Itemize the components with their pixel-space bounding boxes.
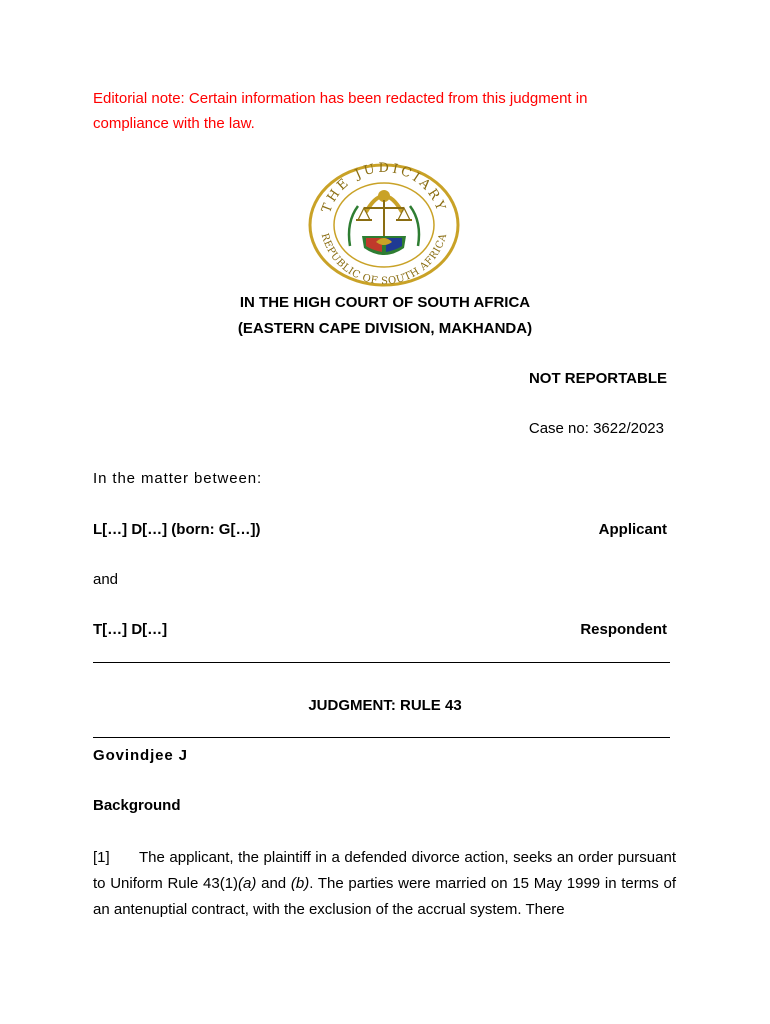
paragraph-text: . The parties were married on 15 May 1999 in terms of an antenuptial contract, with the exclusion of the accrual system. There (93, 875, 676, 918)
divider-line (93, 737, 670, 738)
editorial-note: Editorial note: Certain information has been redacted from this judgment in compliance with the law. (93, 90, 588, 132)
judiciary-seal-logo (306, 162, 462, 288)
paragraph-text: and (256, 875, 291, 892)
judge-name: Govindjee J (93, 747, 188, 764)
case-number: Case no: 3622/2023 (528, 420, 664, 437)
matter-between: In the matter between: (93, 470, 263, 487)
paragraph-italic: (b) (290, 875, 310, 892)
respondent-name: T[…] D[…] (93, 621, 168, 638)
court-name: IN THE HIGH COURT OF SOUTH AFRICA (239, 294, 531, 311)
applicant-name: L[…] D[…] (born: G[…]) (93, 521, 261, 538)
svg-text:REPUBLIC OF SOUTH AFRICA: REPUBLIC OF SOUTH AFRICA (318, 232, 450, 288)
paragraph-number: [1] (93, 849, 110, 866)
reportable-status: NOT REPORTABLE (528, 370, 667, 387)
divider-line (93, 662, 670, 663)
section-heading-background: Background (93, 797, 181, 814)
paragraph-text: The applicant, the plaintiff in a defended divorce action, seeks an order pursuant to Uniform Rule 43(1) (93, 849, 676, 892)
paragraph-italic: (a) (238, 875, 257, 892)
respondent-role: Respondent (580, 621, 667, 638)
paragraph-1 (93, 845, 676, 923)
svg-text:THE JUDICIARY: THE JUDICIARY (319, 162, 449, 216)
and-text: and (93, 571, 119, 588)
court-division: (EASTERN CAPE DIVISION, MAKHANDA) (237, 320, 533, 337)
applicant-role: Applicant (598, 521, 667, 538)
judgment-title: JUDGMENT: RULE 43 (308, 697, 462, 714)
